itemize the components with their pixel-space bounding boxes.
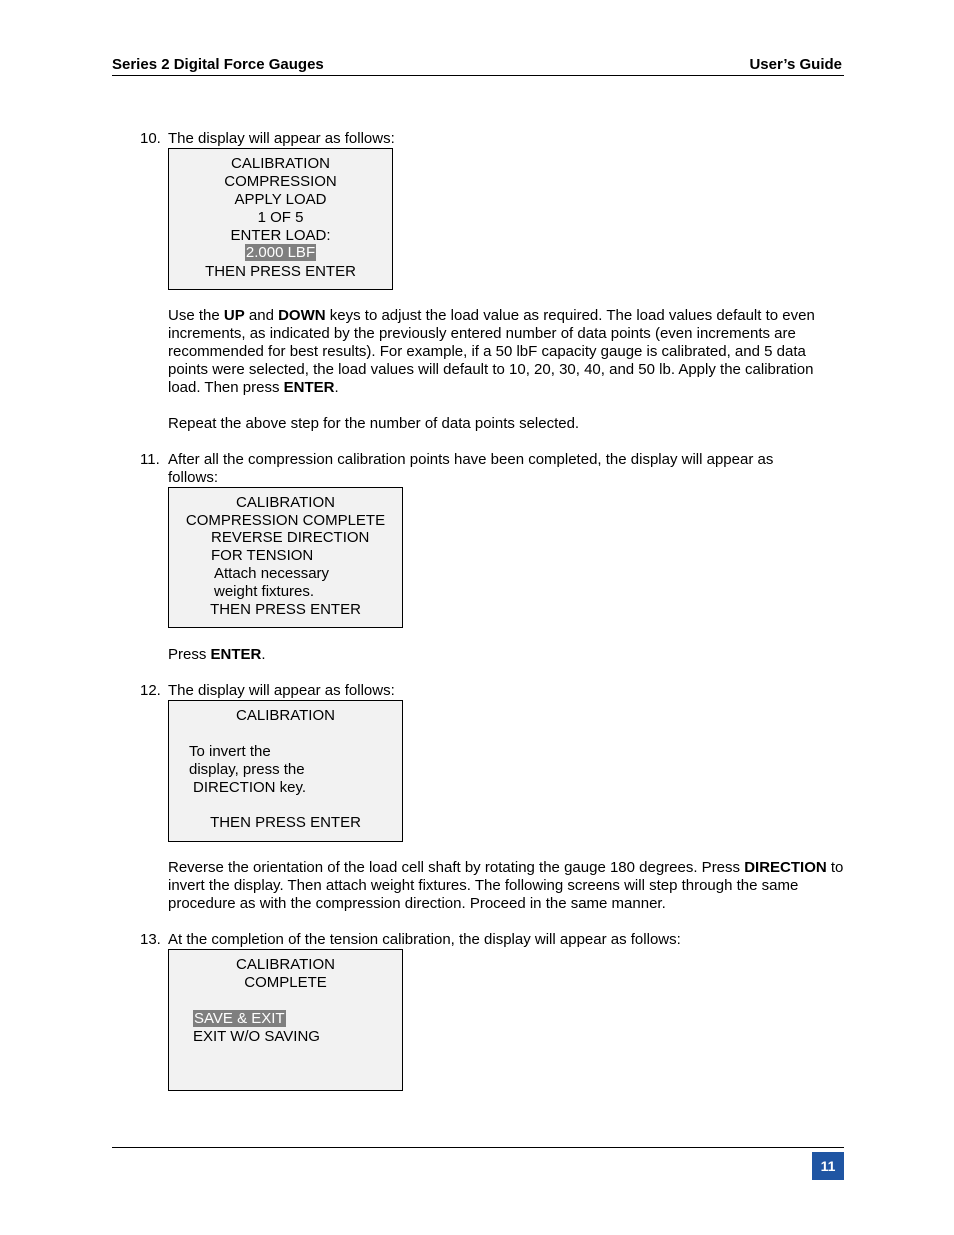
display-screen-compression-complete: [168, 487, 403, 628]
step-13-intro: At the completion of the tension calibration, the display will appear as follows:: [168, 931, 681, 948]
screen-line: THEN PRESS ENTER: [210, 601, 361, 618]
screen-line: Attach necessary: [214, 565, 330, 582]
screen-line: REVERSE DIRECTION: [211, 529, 370, 546]
screen-line: ENTER LOAD:: [230, 227, 331, 244]
step-10-instructions: Use the UP and DOWN keys to adjust the load value as required. The load values default to even increments, as indicated by the previously entered number of data points (even increments are recommended for best results). For example, if a 50 lbF capacity gauge is calibrated, and 5 data points were selected, the load values will default to 10, 20, 30, 40, and 50 lb. Apply the calibration load. Then press ENTER.: [168, 307, 815, 396]
step-12-intro: The display will appear as follows:: [168, 682, 395, 699]
screen-line: COMPRESSION COMPLETE: [185, 512, 386, 529]
screen-line: To invert the: [189, 743, 271, 760]
screen-line: CALIBRATION: [236, 707, 335, 724]
step-number-10: 10.: [140, 130, 161, 147]
step-11-press-enter: Press ENTER.: [168, 646, 266, 663]
footer-divider: [112, 1147, 844, 1148]
screen-line: CALIBRATION: [236, 956, 335, 973]
step-number-13: 13.: [140, 931, 161, 948]
step-11-intro: After all the compression calibration points have been completed, the display will appear as follows:: [168, 451, 774, 486]
step-number-11: 11.: [140, 451, 160, 468]
screen-line-save-exit: [193, 1010, 402, 1028]
display-screen-apply-load: [168, 148, 393, 290]
screen-line: 1 OF 5: [257, 209, 304, 226]
screen-line: COMPLETE: [244, 974, 327, 991]
screen-line: CALIBRATION: [231, 155, 330, 172]
screen-line: display, press the: [189, 761, 305, 778]
screen-line: FOR TENSION: [211, 547, 314, 564]
screen-line: weight fixtures.: [214, 583, 315, 600]
step-10-repeat: Repeat the above step for the number of data points selected.: [168, 415, 580, 432]
screen-line: EXIT W/O SAVING: [193, 1028, 320, 1045]
page-number-badge: 11: [812, 1152, 844, 1180]
display-screen-invert: [168, 700, 403, 842]
running-header-guide: User’s Guide: [749, 56, 842, 73]
screen-line: COMPRESSION: [224, 173, 337, 190]
header-divider: [112, 75, 844, 76]
display-screen-calibration-complete: [168, 949, 403, 1091]
screen-line: THEN PRESS ENTER: [205, 263, 356, 280]
step-12-instructions: Reverse the orientation of the load cell shaft by rotating the gauge 180 degrees. Press DIRECTION to invert the display. Then attach weight fixtures. The following screens will step through the same procedure as with the compression direction. Proceed in the same manner.: [168, 859, 844, 912]
screen-line: APPLY LOAD: [234, 191, 327, 208]
running-header-title: Series 2 Digital Force Gauges: [112, 56, 324, 73]
highlighted-load-value: 2.000 LBF: [245, 244, 316, 261]
screen-line: THEN PRESS ENTER: [210, 814, 361, 831]
screen-line-load-value: [169, 244, 392, 262]
step-number-12: 12.: [140, 682, 161, 699]
screen-line: CALIBRATION: [236, 494, 335, 511]
highlighted-save-exit: SAVE & EXIT: [194, 1010, 285, 1027]
step-10-intro: The display will appear as follows:: [168, 130, 395, 147]
screen-line: DIRECTION key.: [193, 779, 307, 796]
